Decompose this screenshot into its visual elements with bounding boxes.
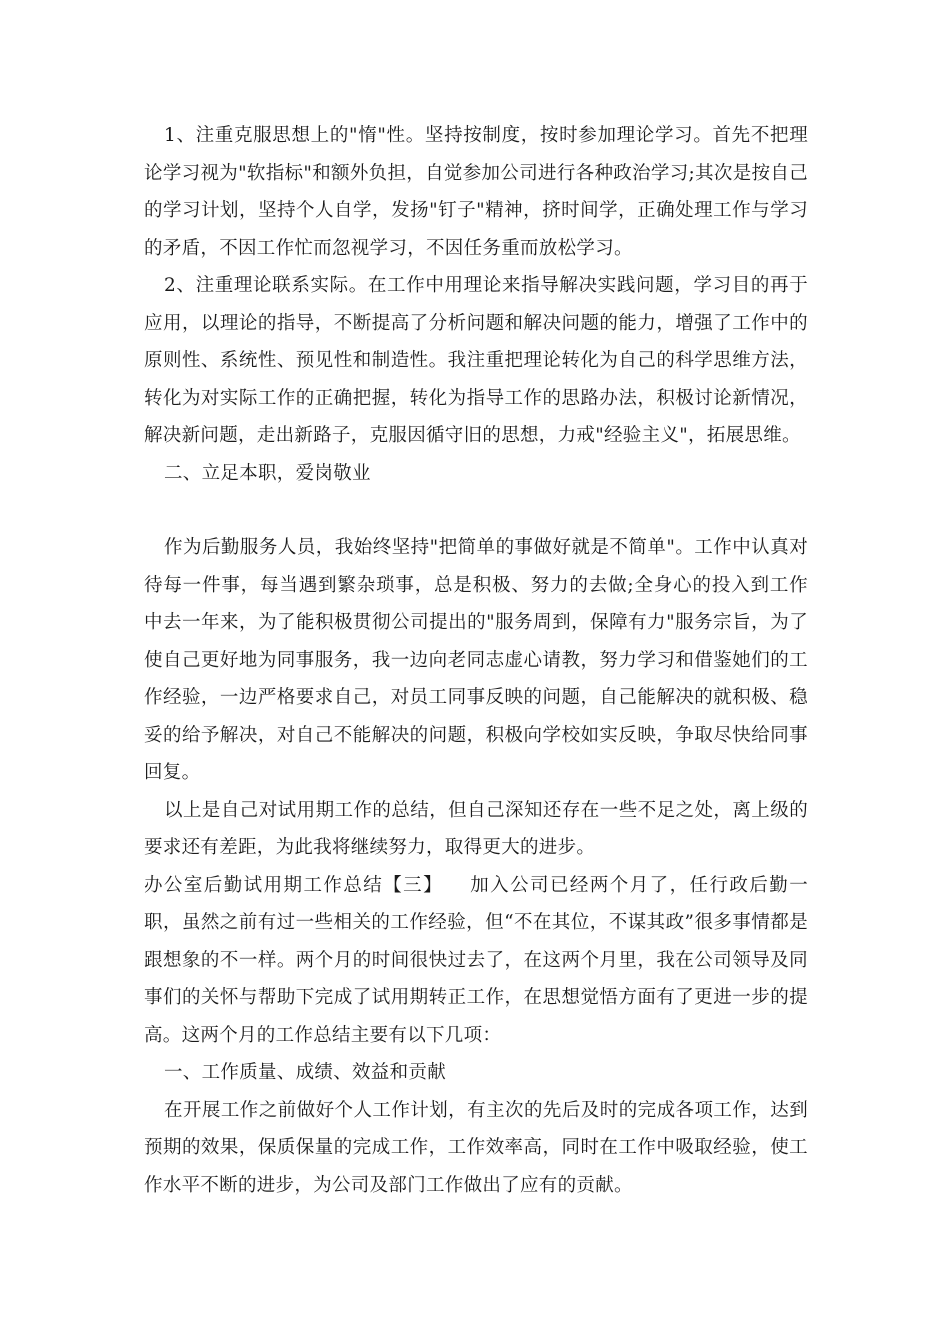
section-heading-duty: 二、立足本职，爱岗敬业 [164,462,371,484]
section-heading-quality: 一、工作质量、成绩、效益和贡献 [164,1062,447,1083]
paragraph-theory-practice: 2、注重理论联系实际。在工作中用理论来指导解决实践问题，学习目的再于应用，以理论的指导，不断提高了分析问题和解决问题的能力，增强了工作中的原则性、系统性、预见性和制造性。我注重把理论转化为自己的科学思维方法，转化为对实际工作的正确把握，转化为指导工作的思路办法，积极讨论新情况，解决新问题，走出新路子，克服因循守旧的思想，力戒"经验主义"，拓展思维。 [144,275,808,446]
paragraph-summary-conclusion: 以上是自己对试用期工作的总结，但自己深知还存在一些不足之处，离上级的要求还有差距，为此我将继续努力，取得更大的进步。 [144,799,808,858]
paragraph-part-three [144,867,808,1055]
paragraph-study-discipline: 1、注重克服思想上的"惰"性。坚持按制度，按时参加理论学习。首先不把理论学习视为"软指标"和额外负担，自觉参加公司进行各种政治学习;其次是按自己的学习计划，坚持个人自学，发扬"钉子"精神，挤时间学，正确处理工作与学习的矛盾，不因工作忙而忽视学习，不因任务重而放松学习。 [144,125,808,259]
paragraph-work-plan: 在开展工作之前做好个人工作计划，有主次的先后及时的完成各项工作，达到预期的效果，保质保量的完成工作，工作效率高，同时在工作中吸取经验，使工作水平不断的进步，为公司及部门工作做出了应有的贡献。 [144,1099,808,1196]
document-section-title: 办公室后勤试用期工作总结【三】 [144,874,444,896]
paragraph-logistics-service: 作为后勤服务人员，我始终坚持"把简单的事做好就是不简单"。工作中认真对待每一件事，每当遇到繁杂琐事，总是积极、努力的去做;全身心的投入到工作中去一年来，为了能积极贯彻公司提出的"服务周到，保障有力"服务宗旨，为了使自己更好地为同事服务，我一边向老同志虚心请教，努力学习和借鉴她们的工作经验，一边严格要求自己，对员工同事反映的问题，自己能解决的就积极、稳妥的给予解决，对自己不能解决的问题，积极向学校如实反映，争取尽快给同事回复。 [144,537,808,783]
paragraph-two-months: 加入公司已经两个月了，任行政后勤一职，虽然之前有过一些相关的工作经验，但“不在其位，不谋其政”很多事情都是跟想象的不一样。两个月的时间很快过去了，在这两个月里，我在公司领导及同事们的关怀与帮助下完成了试用期转正工作，在思想觉悟方面有了更进一步的提高。这两个月的工作总结主要有以下几项： [144,874,808,1046]
blank-line [144,492,808,529]
document-body [144,117,808,1204]
